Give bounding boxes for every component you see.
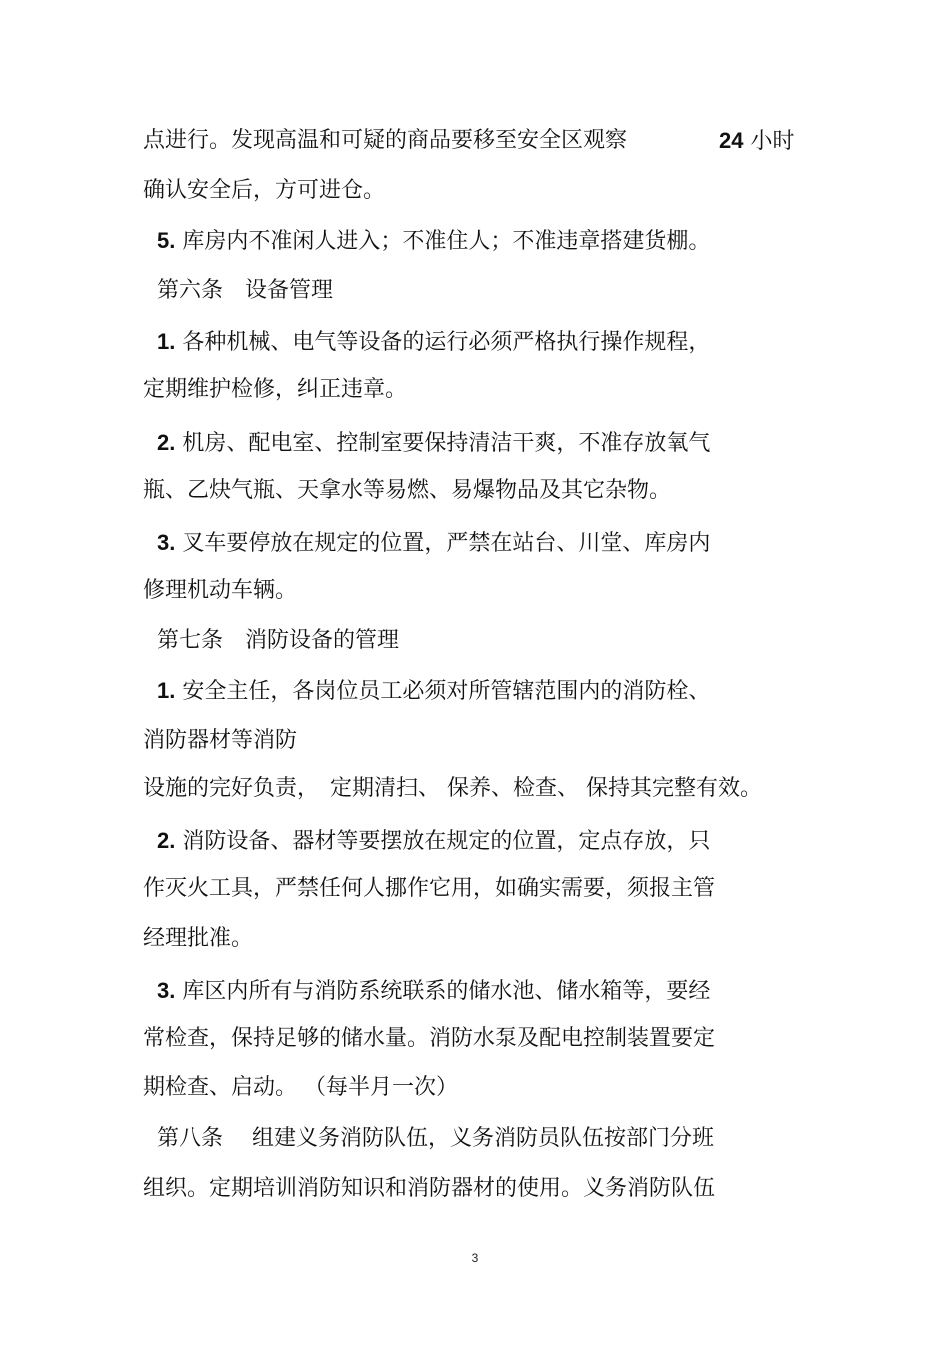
text-line-6: 定期维护检修，纠正违章。 — [143, 377, 408, 402]
text-line-1-tail: 24 小时 — [719, 128, 795, 154]
text-line-2: 确认安全后，方可进仓。 — [143, 178, 386, 203]
text-line-16: 作灭火工具，严禁任何人挪作它用，如确实需要，须报主管 — [143, 876, 716, 901]
text-line-8: 瓶、乙炔气瓶、天拿水等易燃、易爆物品及其它杂物。 — [143, 478, 672, 503]
text-line-18: 3. 库区内所有与消防系统联系的储水池、储水箱等，要经 — [157, 978, 711, 1004]
text-line-3: 5. 库房内不准闲人进入；不准住人；不准违章搭建货棚。 — [157, 228, 711, 254]
text-line-20: 期检查、启动。 （每半月一次） — [143, 1075, 458, 1100]
text-line-10: 修理机动车辆。 — [143, 578, 298, 603]
text-line-9: 3. 叉车要停放在规定的位置，严禁在站台、川堂、库房内 — [157, 530, 711, 556]
text-line-14: 设施的完好负责， 定期清扫、 保养、检查、 保持其完整有效。 — [143, 776, 762, 801]
text-line-15: 2. 消防设备、器材等要摆放在规定的位置，定点存放，只 — [157, 828, 711, 854]
page-number: 3 — [471, 1251, 479, 1265]
article-6-heading: 第六条 设备管理 — [157, 278, 334, 303]
text-line-7: 2. 机房、配电室、控制室要保持清洁干爽，不准存放氧气 — [157, 430, 711, 456]
text-line-19: 常检查，保持足够的储水量。消防水泵及配电控制装置要定 — [143, 1026, 716, 1051]
text-line-5: 1. 各种机械、电气等设备的运行必须严格执行操作规程， — [157, 329, 711, 355]
text-line-17: 经理批准。 — [143, 926, 254, 951]
article-7-heading: 第七条 消防设备的管理 — [157, 628, 400, 653]
text-line-1: 点进行。发现高温和可疑的商品要移至安全区观察 — [143, 128, 628, 153]
text-line-13: 消防器材等消防 — [143, 728, 298, 753]
text-line-12: 1. 安全主任，各岗位员工必须对所管辖范围内的消防栓、 — [157, 678, 711, 704]
text-line-22: 组织。定期培训消防知识和消防器材的使用。义务消防队伍 — [143, 1176, 716, 1201]
article-8-heading: 第八条 组建义务消防队伍，义务消防员队伍按部门分班 — [157, 1126, 714, 1151]
